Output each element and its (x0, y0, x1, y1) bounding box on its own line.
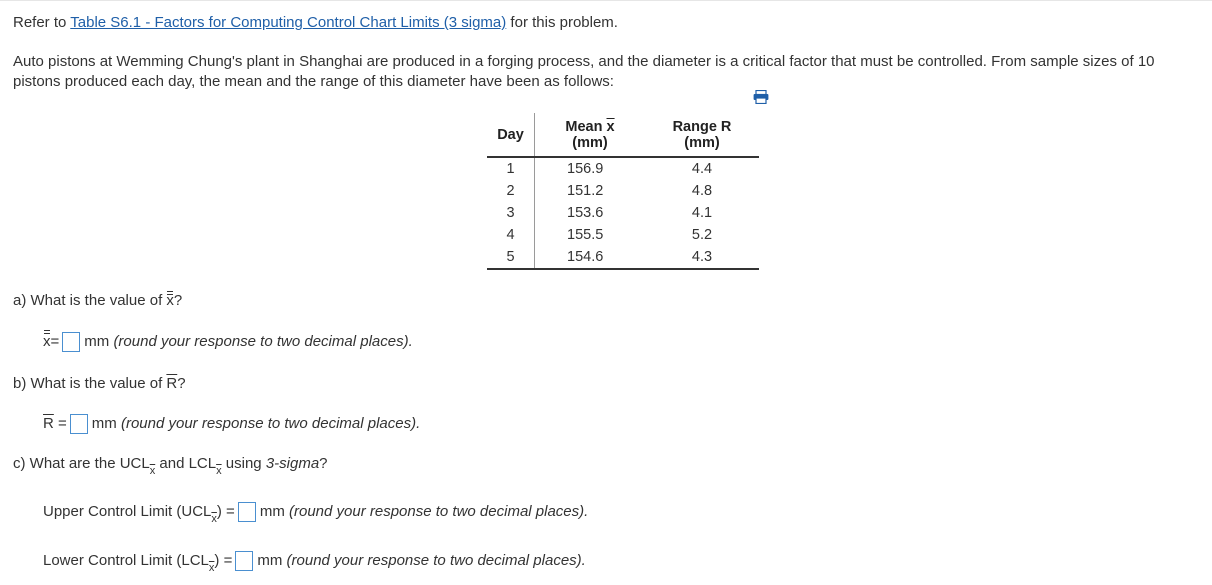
problem-statement: Auto pistons at Wemming Chung's plant in Shanghai are produced in a forging process, and the diameter is a critical factor that must be controlled. From sample sizes of 10 pistons produced each day, the mean and the range of this diameter have been as follows: (13, 53, 1155, 90)
question-c-mid: and LCL (155, 455, 217, 472)
answer-b-row (43, 413, 420, 435)
header-mean-line2: (mm) (572, 134, 608, 151)
header-range-line2: (mm) (684, 134, 720, 151)
lcl-label: Lower Control Limit (LCL (43, 552, 209, 569)
cell-range: 4.8 (691, 183, 713, 199)
unit-mm: mm (91, 415, 117, 432)
lcl-input[interactable] (235, 551, 253, 571)
table-row (487, 157, 759, 180)
question-b (13, 375, 186, 392)
x-bar-subscript: x (149, 465, 156, 477)
cell-range: 4.3 (691, 249, 713, 265)
table-row (487, 202, 759, 224)
top-divider (0, 0, 1212, 1)
equals-sign: = (58, 415, 67, 432)
answer-b-input[interactable] (70, 414, 88, 434)
question-a-text: a) What is the value of (13, 292, 167, 309)
cell-range: 5.2 (691, 227, 713, 243)
question-b-text: b) What is the value of (13, 375, 167, 392)
ucl-row (43, 501, 588, 528)
cell-range: 4.4 (691, 161, 713, 177)
cell-day: 3 (487, 202, 535, 224)
x-bar-subscript: x (208, 562, 215, 574)
cell-day: 1 (487, 157, 535, 180)
header-day: Day (487, 113, 535, 157)
rounding-hint: (round your response to two decimal places). (289, 503, 589, 520)
ucl-label: Upper Control Limit (UCL (43, 503, 212, 520)
refer-suffix: for this problem. (506, 14, 618, 31)
three-sigma-text: 3-sigma (265, 455, 320, 472)
table-row (487, 246, 759, 269)
ucl-equals: ) = (216, 503, 235, 520)
unit-mm: mm (84, 333, 110, 350)
refer-prefix: Refer to (13, 14, 71, 31)
cell-mean: 156.9 (567, 161, 604, 177)
answer-a-row (43, 331, 413, 353)
rounding-hint: (round your response to two decimal places). (286, 552, 586, 569)
cell-mean: 154.6 (567, 249, 604, 265)
cell-mean: 153.6 (567, 205, 604, 221)
refer-line (13, 14, 618, 31)
r-bar-symbol: $\overline{R}$ (166, 375, 178, 392)
ucl-input[interactable] (238, 502, 256, 522)
answer-a-input[interactable] (62, 332, 80, 352)
question-c-using: using (221, 455, 266, 472)
cell-day: 4 (487, 224, 535, 246)
rounding-hint: (round your response to two decimal places). (113, 333, 413, 350)
table-header-row (487, 113, 759, 157)
unit-mm: mm (257, 552, 283, 569)
cell-day: 2 (487, 180, 535, 202)
data-table (487, 113, 759, 270)
header-mean (535, 113, 646, 157)
rounding-hint: (round your response to two decimal places). (120, 415, 421, 432)
question-c (13, 455, 328, 475)
header-range (645, 113, 759, 157)
x-double-bar-label: x (43, 331, 51, 353)
lcl-row (43, 550, 586, 577)
x-bar-subscript: x (211, 513, 217, 525)
unit-mm: mm (259, 503, 285, 520)
cell-day: 5 (487, 246, 535, 269)
question-a (13, 292, 182, 309)
equals-sign: = (50, 333, 60, 350)
cell-mean: 151.2 (567, 183, 604, 199)
cell-range: 4.1 (691, 205, 713, 221)
header-mean-line1: Mean $\overline{x}$ (565, 118, 615, 135)
table-s61-link[interactable]: Table S6.1 - Factors for Computing Control Chart Limits (3 sigma) (70, 14, 507, 31)
print-icon[interactable] (753, 90, 769, 104)
question-a-suffix: ? (173, 292, 183, 309)
question-c-end: ? (319, 455, 328, 472)
lcl-equals: ) = (214, 552, 233, 569)
r-bar-label: $\overline{R}$ (43, 415, 54, 432)
header-range-line1: Range R (672, 118, 732, 135)
x-bar-subscript: x (216, 465, 222, 477)
x-double-bar-symbol: x (166, 292, 174, 309)
table-row (487, 224, 759, 246)
question-c-text: c) What are the UCL (13, 455, 150, 472)
table-row (487, 180, 759, 202)
cell-mean: 155.5 (567, 227, 604, 243)
question-b-suffix: ? (177, 375, 186, 392)
